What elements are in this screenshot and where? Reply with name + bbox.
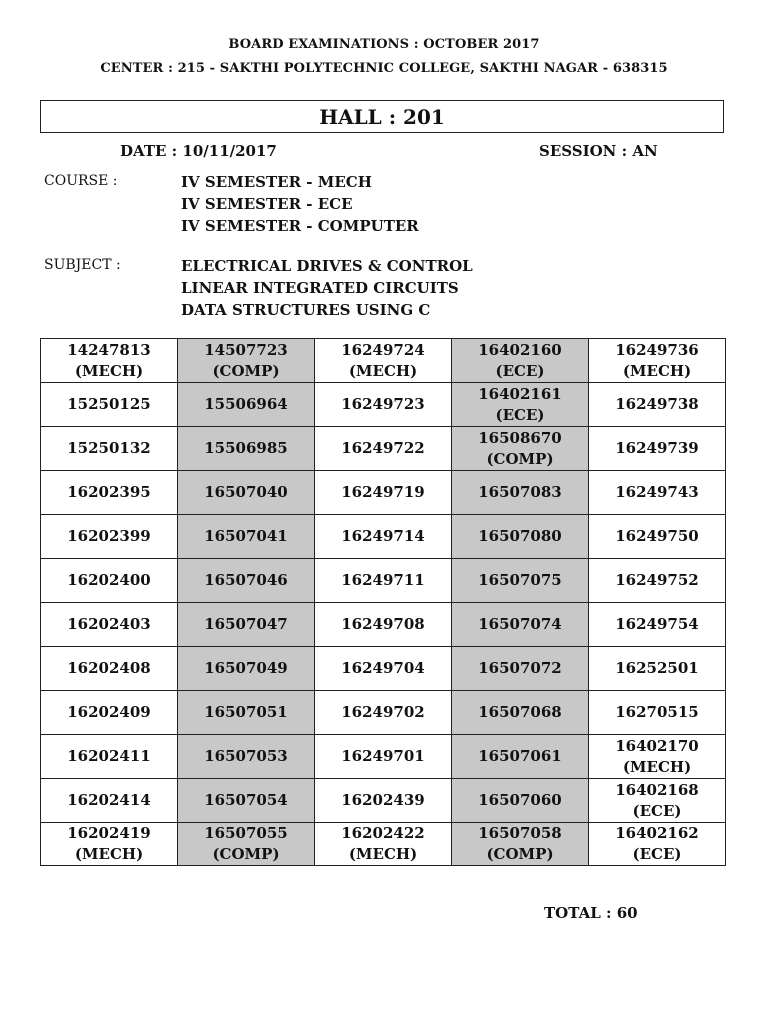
register-number: 16270515 bbox=[615, 703, 699, 721]
seat-cell bbox=[589, 603, 726, 647]
register-number: 16507055 bbox=[204, 824, 288, 842]
register-number: 16507049 bbox=[204, 659, 288, 677]
register-number: 16249724 bbox=[341, 340, 425, 359]
register-number: 16202411 bbox=[67, 747, 151, 765]
branch-tag: (COMP) bbox=[486, 449, 554, 468]
register-number: 16202403 bbox=[67, 615, 151, 633]
register-number: 15506985 bbox=[204, 439, 288, 457]
seat-cell bbox=[315, 691, 452, 735]
register-number: 16507074 bbox=[478, 615, 562, 633]
register-number: 16202399 bbox=[67, 527, 151, 545]
table-row bbox=[41, 471, 726, 515]
branch-tag: (MECH) bbox=[622, 757, 692, 776]
seat-cell bbox=[452, 383, 589, 427]
branch-tag: (MECH) bbox=[622, 361, 692, 380]
seat-cell bbox=[315, 339, 452, 383]
seat-cell bbox=[41, 779, 178, 823]
register-number: 16249754 bbox=[615, 615, 699, 633]
register-number: 16202409 bbox=[67, 703, 151, 721]
seat-cell bbox=[178, 515, 315, 559]
register-number: 16202422 bbox=[341, 824, 425, 842]
seat-cell bbox=[315, 515, 452, 559]
seat-cell bbox=[452, 735, 589, 779]
register-number: 16249723 bbox=[341, 395, 425, 413]
seat-cell bbox=[315, 471, 452, 515]
seat-cell bbox=[41, 647, 178, 691]
seat-cell bbox=[589, 559, 726, 603]
register-number: 16249722 bbox=[341, 439, 425, 457]
register-number: 16249704 bbox=[341, 659, 425, 677]
seat-cell bbox=[589, 515, 726, 559]
register-number: 14507723 bbox=[204, 340, 288, 359]
seat-cell bbox=[178, 779, 315, 823]
branch-tag: (ECE) bbox=[632, 845, 682, 863]
seat-cell bbox=[315, 383, 452, 427]
seat-cell bbox=[315, 735, 452, 779]
register-number: 16507068 bbox=[478, 703, 562, 721]
table-row bbox=[41, 383, 726, 427]
seat-cell bbox=[41, 427, 178, 471]
register-number: 16249738 bbox=[615, 395, 699, 413]
course-item: IV SEMESTER - MECH bbox=[181, 173, 372, 191]
register-number: 16507047 bbox=[204, 615, 288, 633]
register-number: 16507046 bbox=[204, 571, 288, 589]
total-count: TOTAL : 60 bbox=[544, 904, 638, 922]
seat-cell bbox=[589, 823, 726, 866]
seat-cell bbox=[452, 691, 589, 735]
seat-cell bbox=[41, 339, 178, 383]
seat-cell bbox=[452, 339, 589, 383]
register-number: 16202395 bbox=[67, 483, 151, 501]
branch-tag: (MECH) bbox=[348, 361, 418, 380]
branch-tag: (COMP) bbox=[212, 361, 280, 380]
register-number: 16249701 bbox=[341, 747, 425, 765]
branch-tag: (ECE) bbox=[495, 361, 545, 380]
register-number: 16249714 bbox=[341, 527, 425, 545]
register-number: 16202414 bbox=[67, 791, 151, 809]
subject-item: LINEAR INTEGRATED CIRCUITS bbox=[181, 279, 459, 297]
seat-cell bbox=[41, 823, 178, 866]
seat-cell bbox=[452, 471, 589, 515]
table-row bbox=[41, 735, 726, 779]
subject-item: ELECTRICAL DRIVES & CONTROL bbox=[181, 257, 473, 275]
register-number: 16249739 bbox=[615, 439, 699, 457]
seat-cell bbox=[452, 823, 589, 866]
register-number: 16507040 bbox=[204, 483, 288, 501]
register-number: 16249719 bbox=[341, 483, 425, 501]
register-number: 16508670 bbox=[478, 428, 562, 447]
register-number: 15250125 bbox=[67, 395, 151, 413]
seat-cell bbox=[452, 647, 589, 691]
register-number: 15250132 bbox=[67, 439, 151, 457]
branch-tag: (MECH) bbox=[74, 361, 144, 380]
register-number: 16249708 bbox=[341, 615, 425, 633]
seating-table bbox=[40, 338, 726, 866]
seat-cell bbox=[178, 383, 315, 427]
exam-title: BOARD EXAMINATIONS : OCTOBER 2017 bbox=[228, 37, 540, 52]
seat-cell bbox=[41, 383, 178, 427]
seat-cell bbox=[41, 603, 178, 647]
register-number: 16507054 bbox=[204, 791, 288, 809]
seat-cell bbox=[315, 559, 452, 603]
seat-cell bbox=[589, 691, 726, 735]
seat-cell bbox=[178, 691, 315, 735]
register-number: 16249752 bbox=[615, 571, 699, 589]
seat-cell bbox=[452, 427, 589, 471]
table-row bbox=[41, 691, 726, 735]
register-number: 16402160 bbox=[478, 340, 562, 359]
seat-cell bbox=[41, 735, 178, 779]
seat-cell bbox=[178, 471, 315, 515]
register-number: 16202400 bbox=[67, 571, 151, 589]
seat-cell bbox=[178, 339, 315, 383]
branch-tag: (ECE) bbox=[495, 405, 545, 424]
register-number: 16507072 bbox=[478, 659, 562, 677]
register-number: 16202419 bbox=[67, 824, 151, 842]
register-number: 16507083 bbox=[478, 483, 562, 501]
exam-date: DATE : 10/11/2017 bbox=[120, 142, 277, 160]
subject-label: SUBJECT : bbox=[44, 257, 121, 273]
seat-cell bbox=[315, 779, 452, 823]
seat-cell bbox=[178, 647, 315, 691]
register-number: 16507061 bbox=[478, 747, 562, 765]
register-number: 16507041 bbox=[204, 527, 288, 545]
hall-box bbox=[40, 100, 724, 133]
register-number: 16202439 bbox=[341, 791, 425, 809]
register-number: 16249750 bbox=[615, 527, 699, 545]
seat-cell bbox=[178, 603, 315, 647]
register-number: 16402170 bbox=[615, 736, 699, 755]
register-number: 14247813 bbox=[67, 340, 151, 359]
course-item: IV SEMESTER - COMPUTER bbox=[181, 217, 419, 235]
seat-cell bbox=[589, 779, 726, 823]
seat-cell bbox=[315, 427, 452, 471]
seat-cell bbox=[41, 559, 178, 603]
register-number: 16402168 bbox=[615, 780, 699, 799]
register-number: 16252501 bbox=[615, 659, 699, 677]
center-name: CENTER : 215 - SAKTHI POLYTECHNIC COLLEGE, SAKTHI NAGAR - 638315 bbox=[100, 61, 668, 76]
register-number: 16249736 bbox=[615, 340, 699, 359]
seat-cell bbox=[41, 471, 178, 515]
seat-cell bbox=[178, 427, 315, 471]
branch-tag: (MECH) bbox=[74, 845, 144, 863]
seat-cell bbox=[178, 735, 315, 779]
table-row bbox=[41, 559, 726, 603]
hall-number: HALL : 201 bbox=[319, 104, 445, 129]
branch-tag: (ECE) bbox=[632, 801, 682, 820]
register-number: 15506964 bbox=[204, 395, 288, 413]
branch-tag: (COMP) bbox=[486, 845, 554, 863]
seat-cell bbox=[41, 515, 178, 559]
table-row bbox=[41, 339, 726, 383]
register-number: 16507051 bbox=[204, 703, 288, 721]
branch-tag: (MECH) bbox=[348, 845, 418, 863]
seat-cell bbox=[452, 779, 589, 823]
register-number: 16402161 bbox=[478, 384, 562, 403]
seat-cell bbox=[178, 559, 315, 603]
register-number: 16507080 bbox=[478, 527, 562, 545]
seat-cell bbox=[589, 647, 726, 691]
register-number: 16249711 bbox=[341, 571, 425, 589]
register-number: 16507058 bbox=[478, 824, 562, 842]
subject-list bbox=[181, 255, 473, 321]
seat-cell bbox=[452, 559, 589, 603]
seat-cell bbox=[41, 691, 178, 735]
register-number: 16202408 bbox=[67, 659, 151, 677]
register-number: 16402162 bbox=[615, 824, 699, 842]
register-number: 16249702 bbox=[341, 703, 425, 721]
table-row bbox=[41, 603, 726, 647]
course-label: COURSE : bbox=[44, 173, 118, 189]
seat-cell bbox=[452, 515, 589, 559]
course-list bbox=[181, 171, 419, 237]
seat-cell bbox=[589, 339, 726, 383]
table-row bbox=[41, 515, 726, 559]
table-row bbox=[41, 823, 726, 866]
course-item: IV SEMESTER - ECE bbox=[181, 195, 353, 213]
register-number: 16507075 bbox=[478, 571, 562, 589]
seat-cell bbox=[589, 735, 726, 779]
seat-cell bbox=[452, 603, 589, 647]
table-row bbox=[41, 647, 726, 691]
seat-cell bbox=[315, 823, 452, 866]
seat-cell bbox=[315, 603, 452, 647]
register-number: 16249743 bbox=[615, 483, 699, 501]
register-number: 16507053 bbox=[204, 747, 288, 765]
seat-cell bbox=[315, 647, 452, 691]
exam-session: SESSION : AN bbox=[539, 142, 658, 160]
seat-cell bbox=[589, 427, 726, 471]
table-row bbox=[41, 779, 726, 823]
branch-tag: (COMP) bbox=[212, 845, 280, 863]
subject-item: DATA STRUCTURES USING C bbox=[181, 301, 431, 319]
seat-cell bbox=[589, 471, 726, 515]
register-number: 16507060 bbox=[478, 791, 562, 809]
seat-cell bbox=[178, 823, 315, 866]
table-row bbox=[41, 427, 726, 471]
seat-cell bbox=[589, 383, 726, 427]
